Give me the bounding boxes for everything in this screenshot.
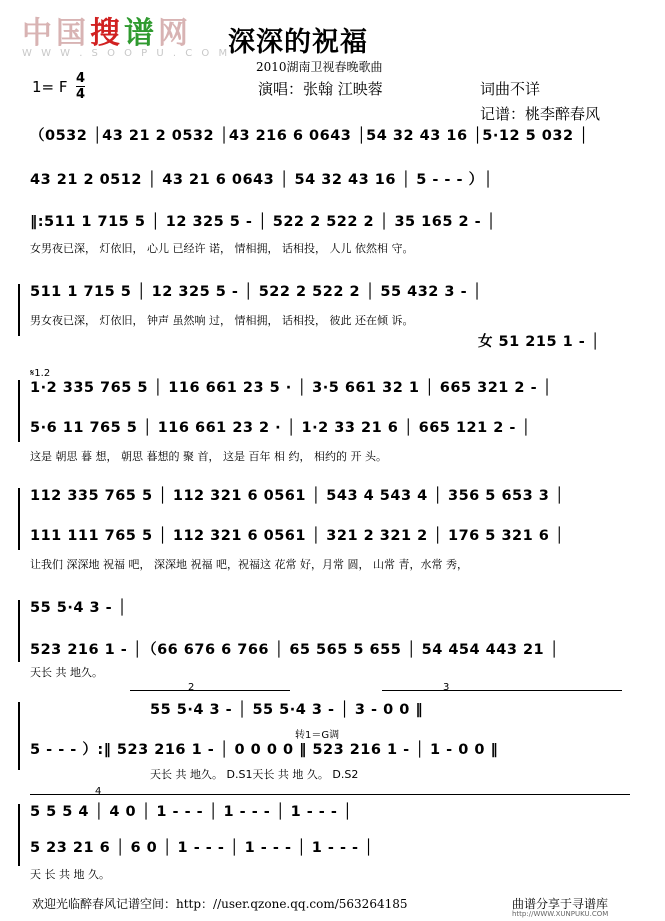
volta-number-3: 3	[443, 682, 450, 693]
logo-text-b: 搜	[90, 16, 124, 51]
score-row: 5 - - - ）:‖ 523 216 1 - │ 0 0 0 0 ‖ 523 216 1 - │ 1 - 0 0 ‖	[30, 742, 499, 758]
logo-subtext: W W W . S O O P U . C O M	[22, 48, 231, 59]
footer-share: 曲谱分享于寻谱库	[512, 897, 609, 911]
staff-brace	[18, 600, 20, 662]
score-row: 1·2 335 765 5 │ 116 661 23 5 · │ 3·5 661 32 1 │ 665 321 2 - │	[30, 380, 552, 396]
score-row: 43 21 2 0512 │ 43 21 6 0643 │ 54 32 43 16 │ 5 - - - ）│	[30, 172, 493, 188]
score-row-alt: 女 51 215 1 - │	[478, 334, 601, 350]
volta-bracket-3	[382, 690, 622, 691]
meter-top: 4	[76, 71, 86, 86]
site-logo	[22, 8, 231, 60]
score-row: 112 335 765 5 │ 112 321 6 0561 │ 543 4 543 4 │ 356 5 653 3 │	[30, 488, 565, 504]
footer-url: http://WWW.XUNPUKU.COM	[512, 910, 609, 918]
staff-brace	[18, 702, 20, 770]
lyrics-line: 天长 共 地久。	[30, 666, 103, 679]
score-row: 55 5·4 3 - │	[30, 600, 127, 616]
footer-credit: 欢迎光临醉春风记谱空间：http：//user.qzone.qq.com/563264185	[32, 897, 408, 911]
score-row: ‖:511 1 715 5 │ 12 325 5 - │ 522 2 522 2 │ 35 165 2 - │	[30, 214, 496, 230]
lyrics-line: 这是 朝思 暮 想， 朝思 暮想的 聚 首， 这是 百年 相 约， 相约的 开 头。	[30, 450, 387, 463]
volta-number-2: 2	[188, 682, 195, 693]
score-row: 5 23 21 6 │ 6 0 │ 1 - - - │ 1 - - - │ 1 - - - │	[30, 840, 374, 856]
volta-bracket-4	[30, 794, 630, 795]
volta-bracket-2	[130, 690, 290, 691]
song-subtitle: 2010湖南卫视春晚歌曲	[256, 60, 383, 74]
score-row: 111 111 765 5 │ 112 321 6 0561 │ 321 2 321 2 │ 176 5 321 6 │	[30, 528, 565, 544]
score-row: 511 1 715 5 │ 12 325 5 - │ 522 2 522 2 │ 55 432 3 - │	[30, 284, 482, 300]
logo-text-c: 谱	[124, 16, 158, 51]
lyrics-line: 天 长 共 地 久。	[30, 868, 110, 881]
staff-brace	[18, 488, 20, 550]
singers: 演唱：张翰 江映蓉	[258, 80, 383, 98]
lyrics-line: 天长 共 地久。 D.S1天长 共 地 久。 D.S2	[150, 768, 359, 781]
meter-bottom: 4	[76, 87, 86, 102]
lyrics-line: 男女夜已深， 灯依旧， 钟声 虽然响 过， 情相拥， 话相投， 彼此 还在倾 诉。	[30, 314, 414, 327]
score-row: （0532 │43 21 2 0532 │43 216 6 0643 │54 32 43 16 │5·12 5 032 │	[30, 128, 589, 144]
lyrics-line: 女男夜已深， 灯依旧， 心儿 已经许 诺， 情相拥， 话相投， 人儿 依然相 守。	[30, 242, 414, 255]
score-row: 5 5 5 4 │ 4 0 │ 1 - - - │ 1 - - - │ 1 - - - │	[30, 804, 353, 820]
score-row: 55 5·4 3 - │ 55 5·4 3 - │ 3 - 0 0 ‖	[150, 702, 424, 718]
staff-brace	[18, 380, 20, 442]
logo-text-a: 中国	[22, 16, 90, 51]
score-row: 523 216 1 - │（66 676 6 766 │ 65 565 5 655 │ 54 454 443 21 │	[30, 642, 559, 658]
time-signature	[76, 72, 85, 101]
modulation-mark: 转1＝G调	[295, 730, 340, 741]
key-signature: 1= F	[32, 78, 68, 96]
transcriber: 记谱：桃李醉春风	[480, 105, 601, 123]
lyrics-line: 让我们 深深地 祝福 吧， 深深地 祝福 吧，祝福这 花常 好，月常 圆， 山常 青，水常 秀，	[30, 558, 468, 571]
staff-brace	[18, 284, 20, 336]
segno-mark: 𝄋1.2	[30, 368, 51, 379]
song-title: 深深的祝福	[228, 27, 368, 58]
logo-text-d: 网	[158, 16, 192, 51]
staff-brace	[18, 804, 20, 866]
score-row: 5·6 11 765 5 │ 116 661 23 2 · │ 1·2 33 21 6 │ 665 121 2 - │	[30, 420, 531, 436]
volta-number-4: 4	[95, 786, 102, 797]
composer: 词曲不详	[480, 80, 541, 98]
